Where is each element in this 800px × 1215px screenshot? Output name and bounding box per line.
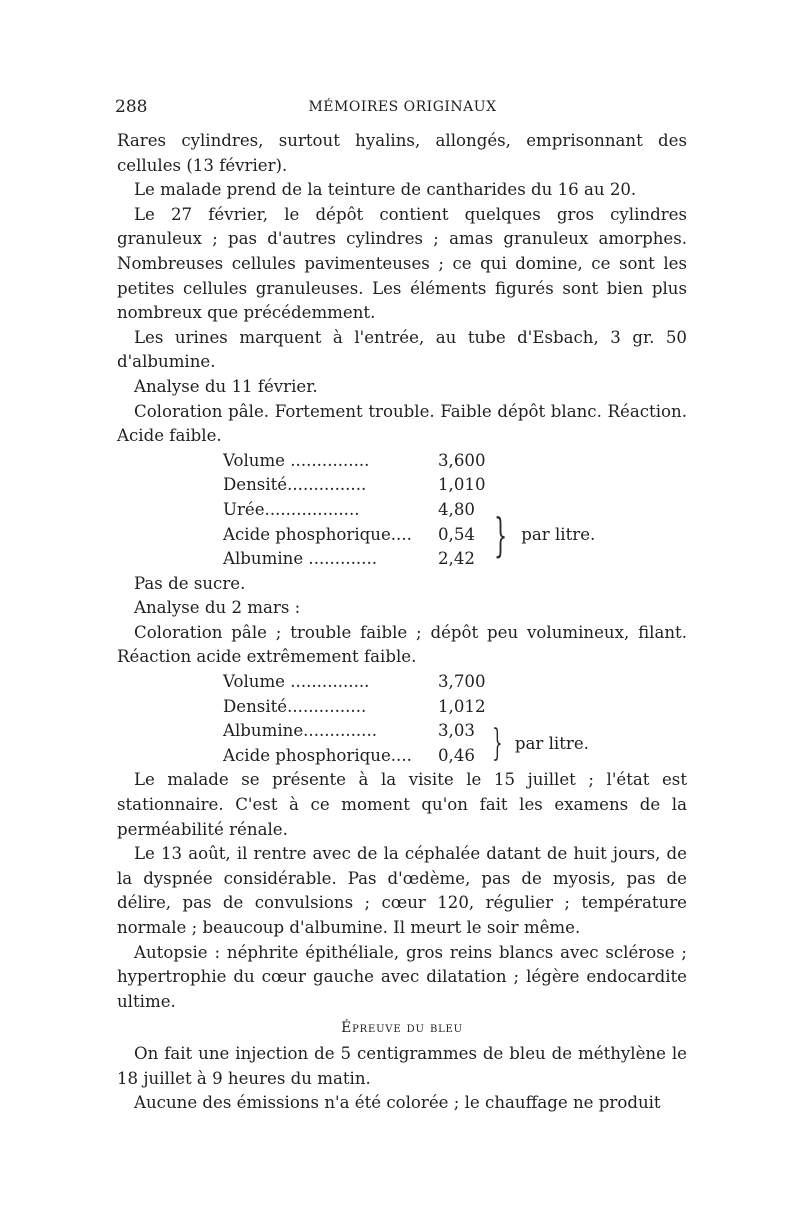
row-label: Albumine .............	[223, 549, 377, 569]
paragraph: Le 13 août, il rentre avec de la céphalée datant de huit jours, de la dyspnée considérable. Pas d'œdème, pas de myosis, pas de délire, pas de convulsions ; cœur 120, régulier ; température normale ; beaucoup d'albumine. Il meurt le soir même.	[117, 844, 687, 937]
row-value: 4,80	[438, 499, 475, 519]
row-value: 3,600	[438, 450, 486, 470]
row-value: 1,012	[438, 696, 486, 716]
row-value: 3,700	[438, 672, 486, 692]
row-label: Densité...............	[223, 696, 367, 716]
table-row	[223, 473, 595, 498]
brace: }	[494, 507, 508, 562]
row-value: 3,03	[438, 721, 475, 741]
table-row	[223, 449, 595, 474]
table-row	[223, 719, 589, 744]
paragraph: Le 27 février, le dépôt contient quelques gros cylindres granuleux ; pas d'autres cylindres ; amas granuleux amorphes. Nombreuses cellules pavimenteuses ; ce qui domine, ce sont les petites cellules granuleuses. Les éléments figurés sont bien plus nombreux que précédemment.	[117, 204, 687, 323]
row-label: Acide phosphorique....	[223, 745, 412, 765]
table-row	[223, 670, 589, 695]
paragraph: Rares cylindres, surtout hyalins, allongés, emprisonnant des cellules (13 février).	[117, 131, 687, 175]
running-title: MÉMOIRES ORIGINAUX	[308, 99, 497, 115]
brace: }	[492, 722, 503, 764]
analysis-table-february	[223, 449, 595, 572]
paragraph: Le malade se présente à la visite le 15 juillet ; l'état est stationnaire. C'est à ce moment qu'on fait les examens de la perméabilité rénale.	[117, 770, 687, 839]
paragraph: Coloration pâle. Fortement trouble. Faible dépôt blanc. Réaction. Acide faible.	[117, 401, 687, 446]
paragraph: Analyse du 11 février.	[134, 376, 318, 396]
paragraph: Autopsie : néphrite épithéliale, gros reins blancs avec sclérose ; hypertrophie du cœur gauche avec dilatation ; légère endocardite ultime.	[117, 942, 687, 1011]
page-header	[115, 97, 690, 121]
paragraph: On fait une injection de 5 centigrammes de bleu de méthylène le 18 juillet à 9 heures du matin.	[117, 1043, 687, 1088]
row-value: 0,54	[438, 524, 475, 544]
paragraph: Aucune des émissions n'a été colorée ; le chauffage ne produit	[134, 1093, 661, 1113]
table-row	[223, 695, 589, 720]
row-value: 0,46	[438, 745, 475, 765]
row-label: Densité...............	[223, 475, 367, 495]
body-text	[117, 129, 687, 1116]
table-row	[223, 498, 595, 523]
row-label: Acide phosphorique....	[223, 524, 412, 544]
paragraph: Les urines marquent à l'entrée, au tube d'Esbach, 3 gr. 50 d'albumine.	[117, 327, 687, 372]
paragraph: Le malade prend de la teinture de cantharides du 16 au 20.	[134, 180, 637, 200]
paragraph: Pas de sucre.	[134, 573, 246, 593]
unit-label: par litre.	[514, 733, 589, 753]
section-title: Épreuve du bleu	[341, 1020, 463, 1037]
paragraph: Coloration pâle ; trouble faible ; dépôt peu volumineux, filant. Réaction acide extrêmement faible.	[117, 622, 687, 667]
row-value: 1,010	[438, 475, 486, 495]
row-label: Volume ...............	[223, 672, 370, 692]
row-value: 2,42	[438, 549, 475, 569]
row-label: Albumine..............	[223, 721, 377, 741]
page-number: 288	[115, 97, 148, 117]
analysis-table-march	[223, 670, 589, 768]
unit-label: par litre.	[521, 524, 596, 544]
paragraph: Analyse du 2 mars :	[134, 598, 301, 618]
row-label: Volume ...............	[223, 450, 370, 470]
row-label: Urée..................	[223, 499, 360, 519]
